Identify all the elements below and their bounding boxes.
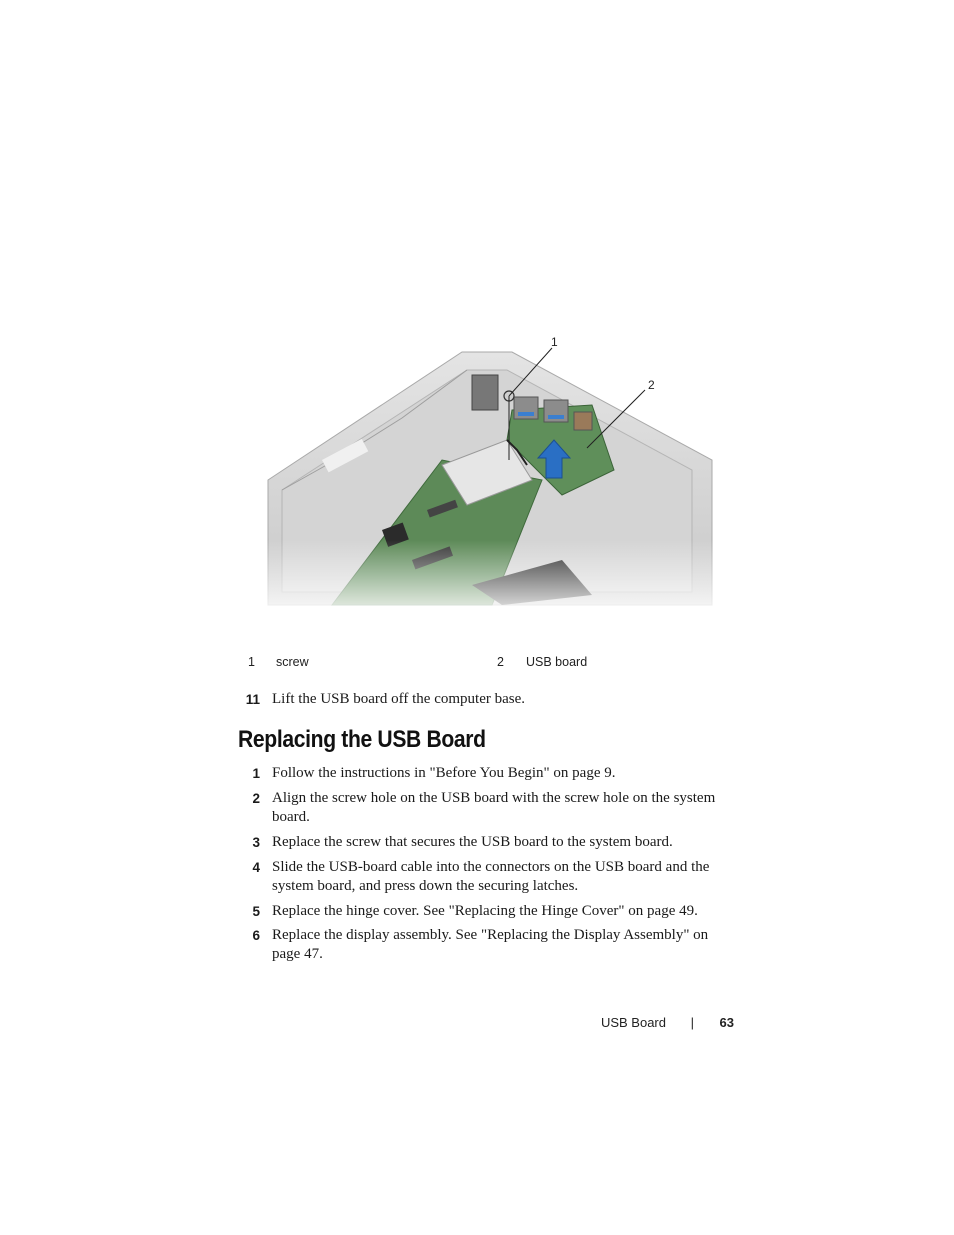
step-text: Replace the display assembly. See "Replacing the Display Assembly" on page 47. xyxy=(272,927,709,962)
step-text: Lift the USB board off the computer base. xyxy=(272,691,525,707)
figure-legend xyxy=(248,655,738,673)
section-title: Replacing the USB Board xyxy=(238,726,486,753)
page-footer xyxy=(560,1015,738,1033)
legend-label-usb-board: USB board xyxy=(526,655,588,669)
legend-num-2: 2 xyxy=(497,655,504,669)
step-text: Replace the screw that secures the USB board to the system board. xyxy=(272,834,673,850)
step-number: 6 xyxy=(252,928,260,943)
usb-board-illustration xyxy=(262,330,714,610)
step-text: Follow the instructions in "Before You Begin" on page 9. xyxy=(272,765,616,781)
step-number: 2 xyxy=(252,791,260,806)
page-number: 63 xyxy=(719,1015,734,1030)
step-number: 5 xyxy=(252,904,260,919)
footer-section-name: USB Board xyxy=(600,1015,666,1030)
step-text: Align the screw hole on the USB board with the screw hole on the system board. xyxy=(272,790,716,825)
step-text: Replace the hinge cover. See "Replacing the Hinge Cover" on page 49. xyxy=(272,903,698,919)
callout-1: 1 xyxy=(551,335,558,349)
step-number: 1 xyxy=(252,766,260,781)
step-text: Slide the USB-board cable into the connectors on the USB board and the system board, and press down the securing latches. xyxy=(272,859,710,894)
legend-label-screw: screw xyxy=(276,655,309,669)
callout-2: 2 xyxy=(648,378,655,392)
footer-separator: | xyxy=(690,1015,694,1030)
legend-num-1: 1 xyxy=(248,655,255,669)
step-number: 4 xyxy=(252,860,260,875)
step-number: 11 xyxy=(245,692,260,707)
usb-board-photo xyxy=(262,330,714,610)
step-number: 3 xyxy=(252,835,260,850)
